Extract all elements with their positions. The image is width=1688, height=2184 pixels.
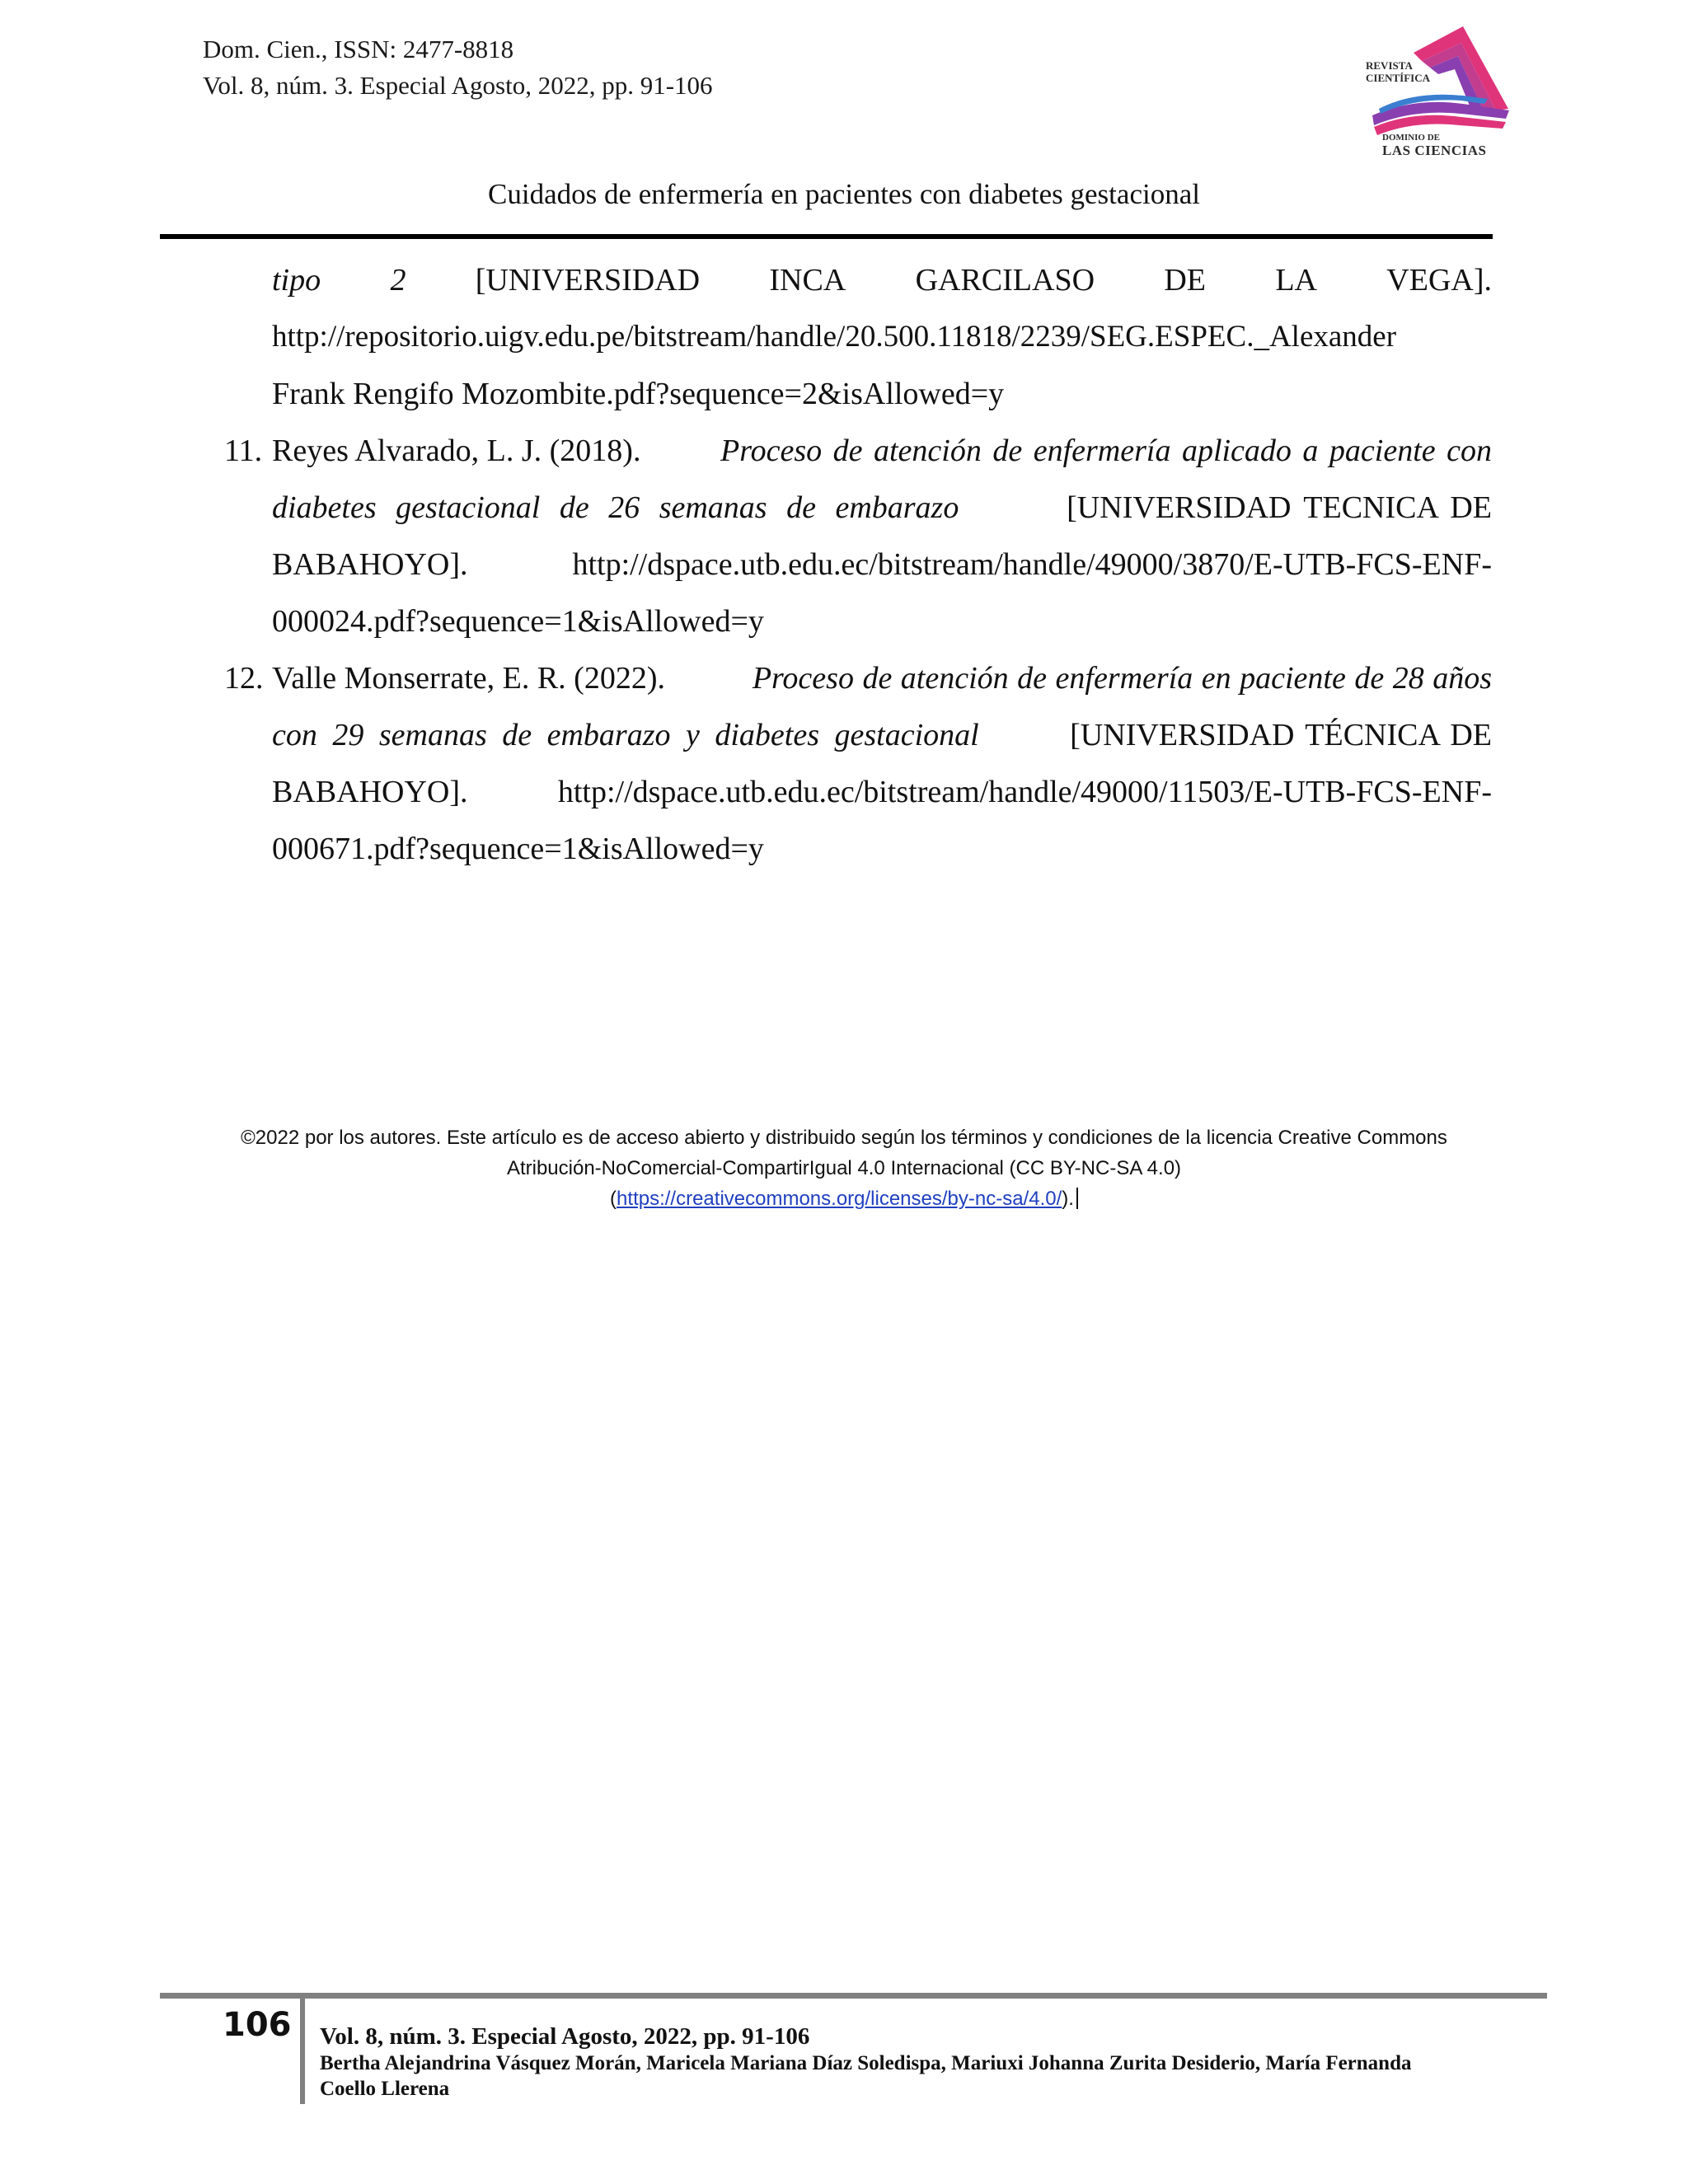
text-cursor [1076, 1188, 1078, 1209]
ref11-url-tail: 000024.pdf?sequence=1&isAllowed=y [272, 604, 764, 639]
ref11-line1 [272, 431, 1492, 471]
journal-logo [1364, 18, 1512, 158]
ref10-word: [UNIVERSIDAD [475, 263, 701, 298]
page-number: 106 [223, 2006, 292, 2044]
license-line2: Atribución-NoComercial-CompartirIgual 4.0 Internacional (CC BY-NC-SA 4.0) [506, 1157, 1182, 1179]
running-title: Cuidados de enfermería en pacientes con diabetes gestacional [488, 178, 1200, 210]
ref10-word: INCA [769, 263, 846, 298]
license-line3: (https://creativecommons.org/licenses/by-nc-sa/4.0/). [0, 1183, 1688, 1214]
footer-authors-line1: Bertha Alejandrina Vásquez Morán, Maricela Mariana Díaz Soledispa, Mariuxi Johanna Zurita Desiderio, María Fernanda [320, 2052, 1412, 2074]
ref10-url: http://repositorio.uigv.edu.pe/bitstream/handle/20.500.11818/2239/SEG.ESPEC._Alexander [272, 320, 1397, 354]
header-divider [160, 234, 1493, 239]
journal-meta [203, 31, 713, 104]
footer-authors-line2: Coello Llerena [320, 2078, 450, 2100]
ref12-title-end: con 29 semanas de embarazo y diabetes gestacional [272, 718, 979, 752]
footer-volume: Vol. 8, núm. 3. Especial Agosto, 2022, pp. 91-106 [320, 2023, 810, 2050]
footer-divider [160, 1993, 1547, 1999]
ref12-number: 12. [224, 661, 264, 696]
ref10-word: tipo [272, 263, 321, 298]
ref11-number: 11. [224, 434, 263, 468]
ref10-word: VEGA]. [1386, 263, 1492, 298]
ref12-url-tail: 000671.pdf?sequence=1&isAllowed=y [272, 832, 764, 866]
ref10-word: LA [1275, 263, 1317, 298]
ref11-line2 [272, 488, 1492, 527]
license-notice [0, 1122, 1688, 1214]
ref10-word: 2 [390, 263, 406, 298]
logo-text-top: REVISTA CIENTÍFICA [1366, 59, 1431, 84]
ref12-institution: [UNIVERSIDAD TÉCNICA DE [1070, 718, 1492, 752]
ref12-line3 [272, 772, 1492, 812]
footer-vertical-divider [300, 1999, 305, 2104]
logo-text-bottom: DOMINIO DE LAS CIENCIAS [1382, 133, 1487, 158]
ref11-title-start: Proceso de atención de enfermería aplicado a paciente con [720, 434, 1492, 468]
ref12-line1 [272, 658, 1492, 698]
ref12-title-start: Proceso de atención de enfermería en paciente de 28 años [752, 661, 1492, 696]
ref11-authors: Reyes Alvarado, L. J. (2018). [272, 434, 641, 468]
ref11-url: http://dspace.utb.edu.ec/bitstream/handle/49000/3870/E-UTB-FCS-ENF- [572, 547, 1492, 582]
ref10-line1 [272, 260, 1492, 300]
journal-volume: Vol. 8, núm. 3. Especial Agosto, 2022, pp. 91-106 [203, 71, 713, 100]
ref11-title-end: diabetes gestacional de 26 semanas de embarazo [272, 490, 959, 525]
journal-issn: Dom. Cien., ISSN: 2477-8818 [203, 35, 514, 63]
ref12-institution-end: BABAHOYO]. [272, 775, 468, 809]
ref10-word: DE [1164, 263, 1207, 298]
ref11-line3 [272, 545, 1492, 584]
license-link[interactable]: https://creativecommons.org/licenses/by-nc-sa/4.0/ [617, 1188, 1062, 1210]
ref12-url: http://dspace.utb.edu.ec/bitstream/handle/49000/11503/E-UTB-FCS-ENF- [557, 775, 1492, 809]
ref10-word: GARCILASO [915, 263, 1095, 298]
ref12-line2 [272, 715, 1492, 755]
footer-citation [320, 2022, 1507, 2102]
footer-authors [320, 2050, 1507, 2102]
ref11-institution: [UNIVERSIDAD TECNICA DE [1067, 490, 1492, 525]
ref11-institution-end: BABAHOYO]. [272, 547, 468, 582]
license-line1: ©2022 por los autores. Este artículo es de acceso abierto y distribuido según los términos y condiciones de la licencia Creative Commons [241, 1127, 1447, 1149]
ref12-authors: Valle Monserrate, E. R. (2022). [272, 661, 665, 696]
ref10-url-tail: Frank Rengifo Mozombite.pdf?sequence=2&isAllowed=y [272, 377, 1005, 411]
